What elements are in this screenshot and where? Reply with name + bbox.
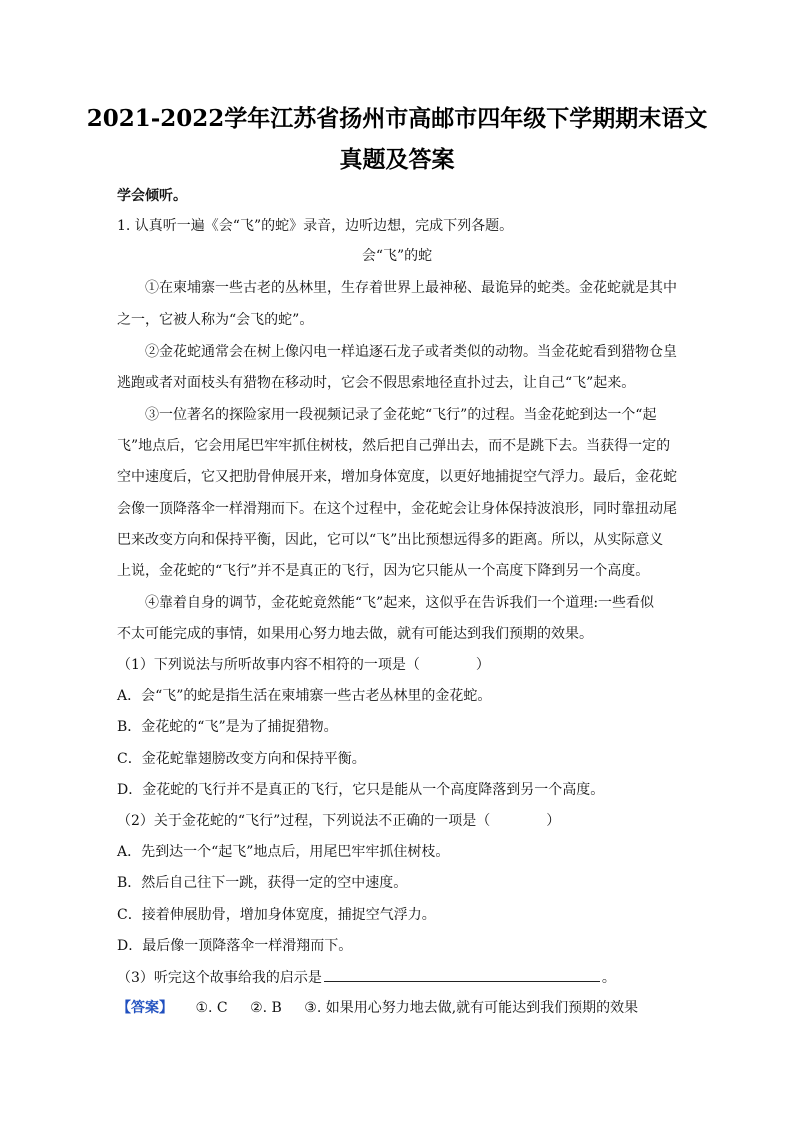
subquestion-3: [117, 967, 677, 988]
passage-line: 不太可能完成的事情，如果用心努力地去做，就有可能达到我们预期的效果。: [117, 626, 593, 642]
option-b: B．金花蛇的“飞”是为了捕捉猎物。: [117, 719, 338, 735]
answer-item: ②. B: [250, 1000, 282, 1016]
answer-label: 【答案】: [117, 1000, 173, 1016]
passage-line: 空中速度后，它又把肋骨伸展开来，增加身体宽度，以更好地捕捉空气浮力。最后，金花蛇: [117, 469, 677, 485]
option-a: A．会“飞”的蛇是指生活在柬埔寨一些古老丛林里的金花蛇。: [117, 688, 492, 704]
passage-line: 飞”地点后，它会用尾巴牢牢抓住树枝，然后把自己弹出去，而不是跳下去。当获得一定的: [117, 438, 671, 454]
option-d: D．金花蛇的飞行并不是真正的飞行，它只是能从一个高度降落到另一个高度。: [117, 782, 605, 798]
document-title-line-2: 真题及答案: [339, 146, 455, 173]
subquestion-3-stem: （3）听完这个故事给我的启示是: [117, 970, 322, 986]
passage-line: ③一位著名的探险家用一段视频记录了金花蛇“飞行”的过程。当金花蛇到达一个“起: [145, 407, 657, 423]
option-c: C．金花蛇靠翅膀改变方向和保持平衡。: [117, 751, 366, 767]
answer-item: ①. C: [195, 1000, 228, 1016]
passage-line: 会像一顶降落伞一样滑翔而下。在这个过程中，金花蛇会让身体保持波浪形，同时靠扭动尾: [117, 501, 677, 517]
option-d: D．最后像一顶降落伞一样滑翔而下。: [117, 938, 353, 954]
question-prompt: 1. 认真听一遍《会“飞”的蛇》录音，边听边想，完成下列各题。: [117, 218, 514, 234]
passage-line: ②金花蛇通常会在树上像闪电一样追逐石龙子或者类似的动物。当金花蛇看到猎物仓皇: [145, 344, 677, 360]
answer-blank: [324, 967, 600, 982]
document-title-line-1: 2021-2022学年江苏省扬州市高邮市四年级下学期期末语文: [86, 105, 708, 132]
subquestion-1-stem: （1）下列说法与所听故事内容不相符的一项是（ ）: [117, 657, 490, 673]
passage-line: ①在柬埔寨一些古老的丛林里，生存着世界上最神秘、最诡异的蛇类。金花蛇就是其中: [145, 280, 677, 296]
passage-title: 会“飞”的蛇: [361, 248, 433, 264]
option-b: B．然后自己往下一跳，获得一定的空中速度。: [117, 875, 408, 891]
passage-line: ④靠着自身的调节，金花蛇竟然能“飞”起来，这似乎在告诉我们一个道理:一些看似: [145, 595, 655, 611]
option-a: A．先到达一个“起飞”地点后，用尾巴牢牢抓住树枝。: [117, 844, 450, 860]
subquestion-3-end: 。: [601, 970, 616, 986]
passage-line: 之一，它被人称为“会飞的蛇”。: [117, 312, 314, 328]
option-c: C．接着伸展肋骨，增加身体宽度，捕捉空气浮力。: [117, 907, 436, 923]
section-heading: 学会倾听。: [117, 188, 187, 204]
passage-line: 巴来改变方向和保持平衡，因此，它可以“飞”出比预想远得多的距离。所以，从实际意义: [117, 532, 664, 548]
passage-line: 上说，金花蛇的“飞行”并不是真正的飞行，因为它只能从一个高度下降到另一个高度。: [117, 563, 650, 579]
passage-line: 逃跑或者对面枝头有猎物在移动时，它会不假思索地径直扑过去，让自己“飞”起来。: [117, 375, 636, 391]
answer-row: [117, 998, 677, 1018]
answer-item: ③. 如果用心努力地去做,就有可能达到我们预期的效果: [304, 1000, 639, 1016]
subquestion-2-stem: （2）关于金花蛇的“飞行”过程，下列说法不正确的一项是（ ）: [117, 813, 561, 829]
